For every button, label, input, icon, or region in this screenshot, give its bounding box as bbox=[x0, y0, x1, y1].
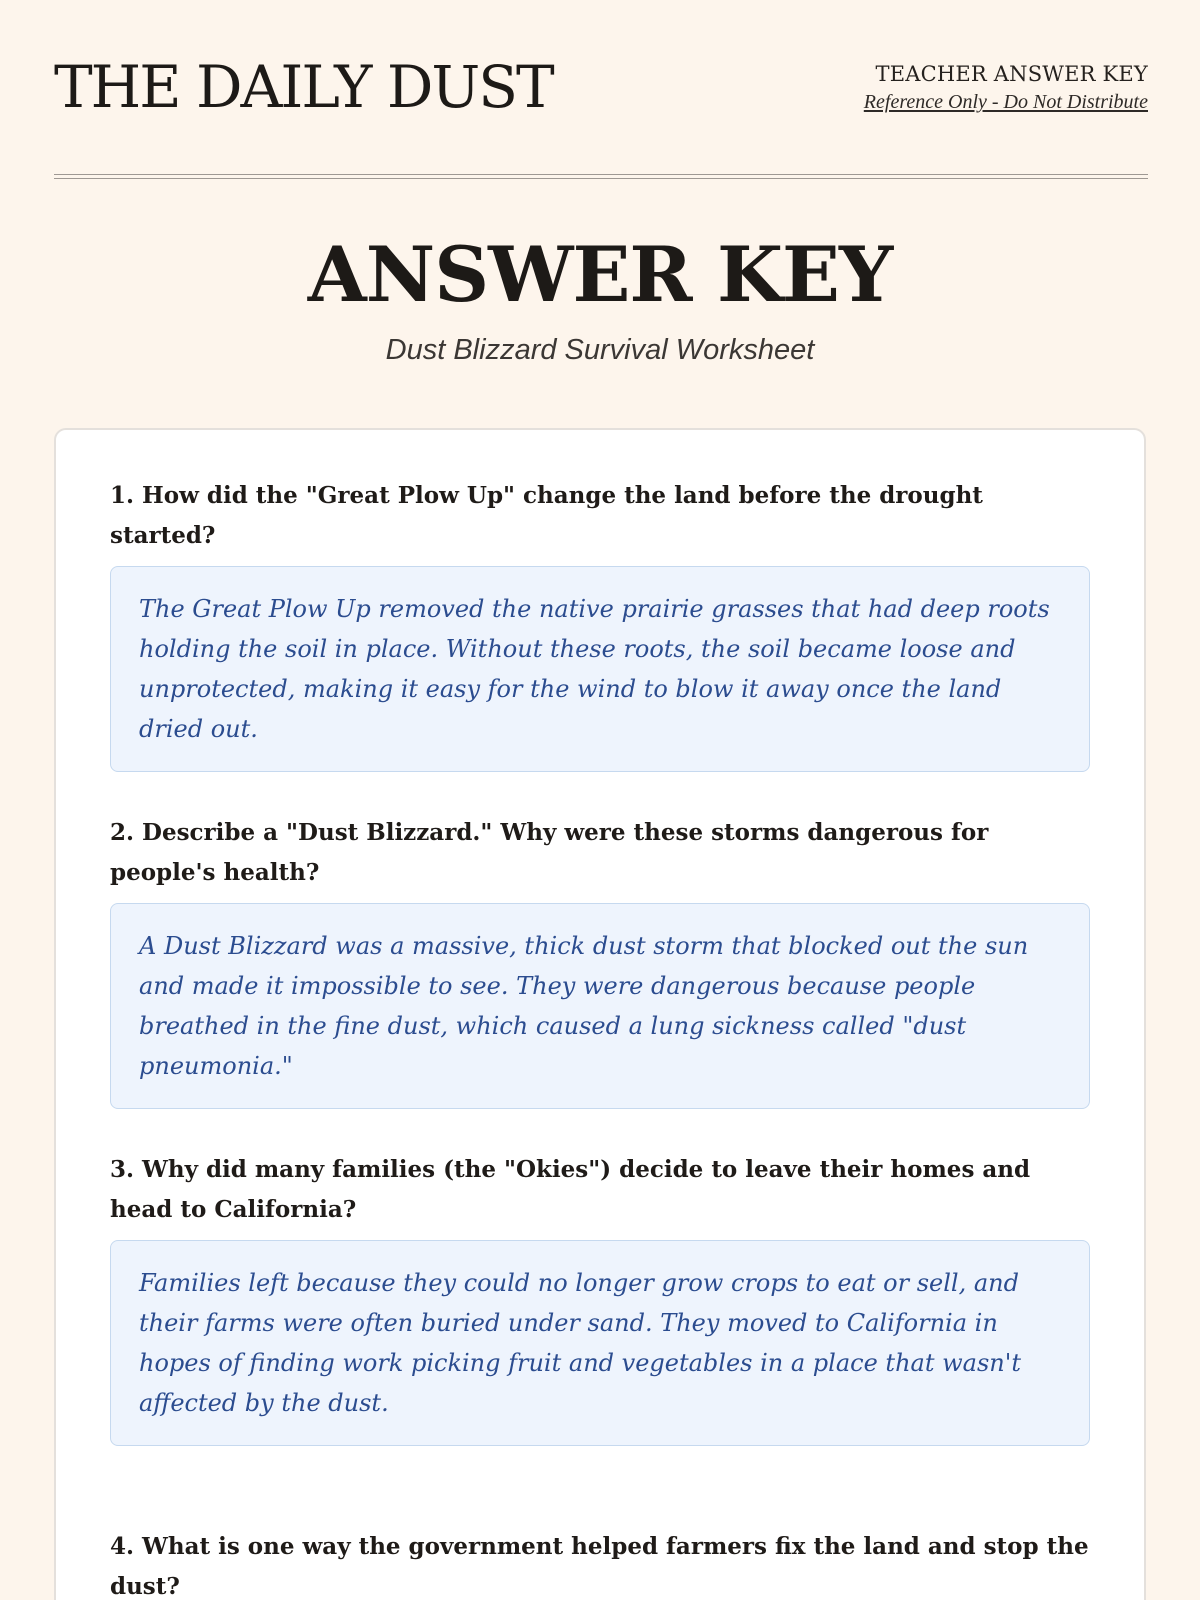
answer-box: A Dust Blizzard was a massive, thick dust storm that blocked out the sun and made it impossible to see. They were dangerous because people breathed in the fine dust, which caused a lung sickness called "dust pneumonia." bbox=[110, 903, 1090, 1109]
answer-key-card bbox=[54, 428, 1146, 1600]
distribution-note: Reference Only - Do Not Distribute bbox=[863, 91, 1148, 113]
masthead-divider bbox=[54, 174, 1148, 179]
newspaper-name: THE DAILY DUST bbox=[54, 53, 553, 121]
question-text: 2. Describe a "Dust Blizzard." Why were these storms dangerous for people's health? bbox=[110, 819, 989, 886]
question-text: 1. How did the "Great Plow Up" change the land before the drought started? bbox=[110, 482, 983, 549]
question-text: 3. Why did many families (the "Okies") decide to leave their homes and head to California? bbox=[110, 1156, 1031, 1223]
teacher-key-label: TEACHER ANSWER KEY bbox=[875, 62, 1148, 86]
question-item-1 bbox=[110, 476, 1090, 772]
answer-key-meta bbox=[864, 60, 1148, 116]
answer-box: Families left because they could no longer grow crops to eat or sell, and their farms were often buried under sand. They moved to California in hopes of finding work picking fruit and vegetables in a place that wasn't affected by the dust. bbox=[110, 1240, 1090, 1446]
masthead bbox=[54, 0, 1148, 180]
answer-box: The Great Plow Up removed the native prairie grasses that had deep roots holding the soil in place. Without these roots, the soil became loose and unprotected, making it easy for the wind to blow it away once the land dried out. bbox=[110, 566, 1090, 772]
question-item-4 bbox=[110, 1527, 1090, 1600]
question-text: 4. What is one way the government helped farmers fix the land and stop the dust? bbox=[110, 1533, 1089, 1600]
question-item-3 bbox=[110, 1150, 1090, 1446]
page-title: ANSWER KEY bbox=[307, 230, 893, 319]
page-subtitle: Dust Blizzard Survival Worksheet bbox=[385, 334, 815, 366]
question-item-2 bbox=[110, 813, 1090, 1109]
